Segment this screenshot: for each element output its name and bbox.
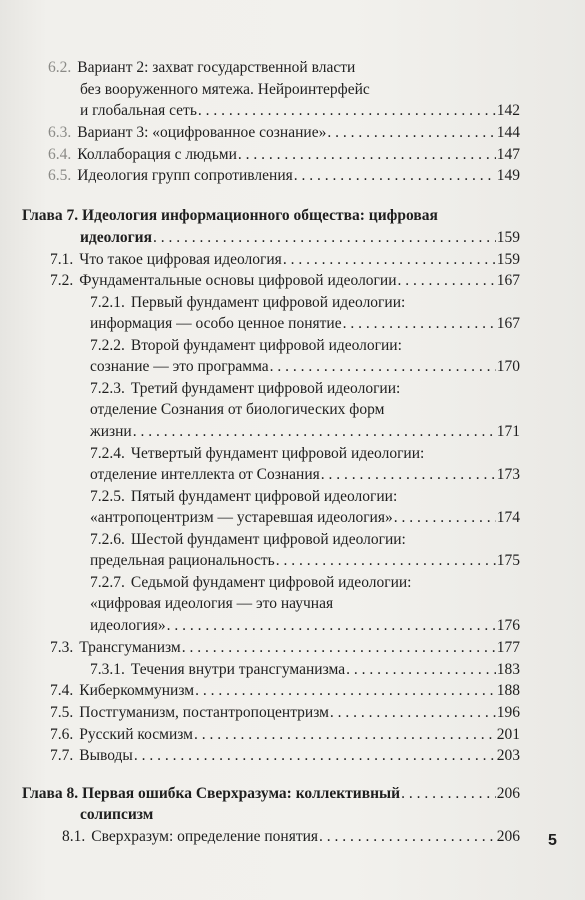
chapter-title: Глава 7. Идеология информационного общества: цифровая: [22, 207, 438, 224]
toc-page: 149: [496, 167, 520, 184]
dot-leader: [398, 271, 496, 291]
toc-entry-7-2-5: [90, 487, 520, 507]
toc-page: 159: [496, 229, 520, 246]
dot-leader: [294, 166, 496, 186]
toc-entry-7-2-3: [90, 379, 520, 399]
toc-title: Сверхразум: определение понятия: [91, 828, 319, 845]
dot-leader: [198, 101, 496, 121]
toc-number: 7.3.: [50, 639, 74, 656]
toc-title: Киберкоммунизм: [79, 682, 195, 699]
toc-title: Что такое цифровая идеология: [79, 251, 282, 268]
toc-page: 147: [496, 146, 520, 163]
dot-leader: [195, 681, 496, 701]
page-number: 5: [548, 832, 557, 849]
toc-entry-7-2-6: [90, 530, 520, 550]
toc-page: 170: [496, 358, 520, 375]
toc-entry-7-2-2: [90, 336, 520, 356]
toc-entry-7-2-1-end: [90, 314, 520, 334]
toc-title: идеология»: [90, 617, 166, 634]
toc-number: 7.2.3.: [90, 380, 125, 397]
chapter-8-heading: [22, 784, 520, 804]
toc-title: Постгуманизм, постантропоцентризм: [79, 704, 329, 721]
toc-number: 6.5.: [48, 167, 72, 184]
toc-title: Русский космизм: [79, 726, 193, 743]
toc-entry-7-6: [50, 725, 520, 745]
toc-page: 188: [496, 682, 520, 699]
toc-title: Фундаментальные основы цифровой идеологии: [79, 272, 397, 289]
toc-entry-7-2-2-end: [90, 357, 520, 377]
dot-leader: [153, 228, 496, 248]
toc-entry-7-2-7-cont: [90, 594, 520, 614]
dot-leader: [321, 465, 496, 485]
dot-leader: [133, 422, 496, 442]
dot-leader: [327, 123, 495, 143]
dot-leader: [401, 784, 496, 804]
toc-page: 201: [496, 726, 520, 743]
dot-leader: [283, 250, 496, 270]
toc-number: 7.2.6.: [90, 531, 125, 548]
toc-title: Пятый фундамент цифровой идеологии:: [130, 488, 398, 505]
dot-leader: [194, 725, 496, 745]
toc-title: жизни: [90, 423, 132, 440]
toc-title: Третий фундамент цифровой идеологии:: [130, 380, 401, 397]
toc-number: 7.2.5.: [90, 488, 125, 505]
dot-leader: [134, 746, 496, 766]
chapter-7-heading-end: [80, 228, 520, 248]
chapter-title: идеология: [80, 229, 152, 246]
toc-page: 183: [496, 661, 520, 678]
toc-page: 196: [496, 704, 520, 721]
toc-entry-7-3-1: [90, 660, 520, 680]
toc-page: 177: [496, 639, 520, 656]
toc-page: 206: [496, 828, 520, 845]
toc-entry-7-2-4: [90, 444, 520, 464]
toc-title: Вариант 3: «оцифрованное сознание»: [77, 124, 327, 141]
toc-entry-7-3: [50, 638, 520, 658]
toc-page: 173: [496, 466, 520, 483]
toc-entry-7-2-6-end: [90, 551, 520, 571]
toc-title: Седьмой фундамент цифровой идеологии:: [130, 574, 412, 591]
toc-entry-6-4: [48, 145, 520, 165]
dot-leader: [330, 703, 496, 723]
dot-leader: [167, 616, 496, 636]
dot-leader: [394, 508, 496, 528]
toc-entry-6-2: [48, 58, 500, 78]
toc-title: без вооруженного мятежа. Нейроинтерфейс: [80, 81, 370, 98]
toc-title: и глобальная сеть: [80, 102, 197, 119]
toc-number: 7.7.: [50, 747, 74, 764]
toc-entry-6-2-cont: [80, 80, 500, 100]
toc-page: 171: [496, 423, 520, 440]
toc-number: 7.2.: [50, 272, 74, 289]
toc-entry-7-1: [50, 250, 520, 270]
toc-title: отделение интеллекта от Сознания: [90, 466, 320, 483]
dot-leader: [238, 145, 496, 165]
toc-page: 175: [496, 552, 520, 569]
toc-entry-7-7: [50, 746, 520, 766]
toc-entry-7-5: [50, 703, 520, 723]
toc-number: 7.1.: [50, 251, 74, 268]
toc-title: информация — особо ценное понятие: [90, 315, 342, 332]
toc-entry-6-3: [48, 123, 520, 143]
toc-entry-7-2-7-end: [90, 616, 520, 636]
toc-entry-8-1: [62, 827, 520, 847]
dot-leader: [319, 827, 496, 847]
toc-title: Выводы: [79, 747, 133, 764]
toc-page: 176: [496, 617, 520, 634]
toc-entry-7-2-3-end: [90, 422, 520, 442]
toc-number: 7.6.: [50, 726, 74, 743]
toc-entry-6-5: [48, 166, 520, 186]
toc-page: 167: [496, 315, 520, 332]
toc-entry-7-2-3-cont: [90, 400, 520, 420]
toc-page: 203: [496, 747, 520, 764]
toc-title: «цифровая идеология — это научная: [90, 595, 334, 612]
toc-page: 174: [496, 509, 520, 526]
toc-number: 7.2.1.: [90, 294, 125, 311]
toc-page: 206: [496, 785, 520, 802]
dot-leader: [343, 314, 496, 334]
toc-number: 7.2.4.: [90, 445, 125, 462]
toc-title: Первый фундамент цифровой идеологии:: [130, 294, 406, 311]
toc-number: 7.5.: [50, 704, 74, 721]
toc-entry-7-2-1: [90, 293, 520, 313]
chapter-7-heading: [22, 206, 522, 226]
toc-entry-7-2-7: [90, 573, 520, 593]
toc-title: Идеология групп сопротивления: [77, 167, 293, 184]
chapter-title: солипсизм: [80, 806, 154, 823]
toc-title: Четвертый фундамент цифровой идеологии:: [130, 445, 425, 462]
chapter-8-heading-cont: [80, 805, 380, 825]
toc-entry-7-2: [50, 271, 520, 291]
toc-page: 167: [496, 272, 520, 289]
toc-page: 142: [496, 102, 520, 119]
toc-entry-7-2-5-end: [90, 508, 520, 528]
dot-leader: [182, 638, 496, 658]
toc-entry-7-4: [50, 681, 520, 701]
toc-title: Коллаборация с людьми: [77, 146, 237, 163]
toc-page: 159: [496, 251, 520, 268]
dot-leader: [346, 660, 496, 680]
dot-leader: [276, 551, 496, 571]
toc-entry-7-2-4-end: [90, 465, 520, 485]
dot-leader: [270, 357, 496, 377]
toc-title: Трансгуманизм: [79, 639, 181, 656]
toc-number: 7.3.1.: [90, 661, 125, 678]
toc-entry-6-2-end: [80, 101, 520, 121]
toc-number: 7.4.: [50, 682, 74, 699]
toc-title: сознание — это программа: [90, 358, 269, 375]
toc-title: Второй фундамент цифровой идеологии:: [130, 337, 402, 354]
toc-title: отделение Сознания от биологических форм: [90, 401, 385, 418]
chapter-title: Глава 8. Первая ошибка Сверхразума: коллективный: [22, 785, 401, 802]
toc-title: Течения внутри трансгуманизма: [130, 661, 346, 678]
toc-number: 6.4.: [48, 146, 72, 163]
toc-number: 7.2.7.: [90, 574, 125, 591]
toc-page: 144: [496, 124, 520, 141]
toc-title: Вариант 2: захват государственной власти: [77, 59, 356, 76]
toc-title: предельная рациональность: [90, 552, 275, 569]
toc-number: 8.1.: [62, 828, 86, 845]
toc-number: 7.2.2.: [90, 337, 125, 354]
toc-number: 6.2.: [48, 59, 72, 76]
toc-title: Шестой фундамент цифровой идеологии:: [130, 531, 406, 548]
toc-title: «антропоцентризм — устаревшая идеология»: [90, 509, 393, 526]
toc-number: 6.3.: [48, 124, 72, 141]
